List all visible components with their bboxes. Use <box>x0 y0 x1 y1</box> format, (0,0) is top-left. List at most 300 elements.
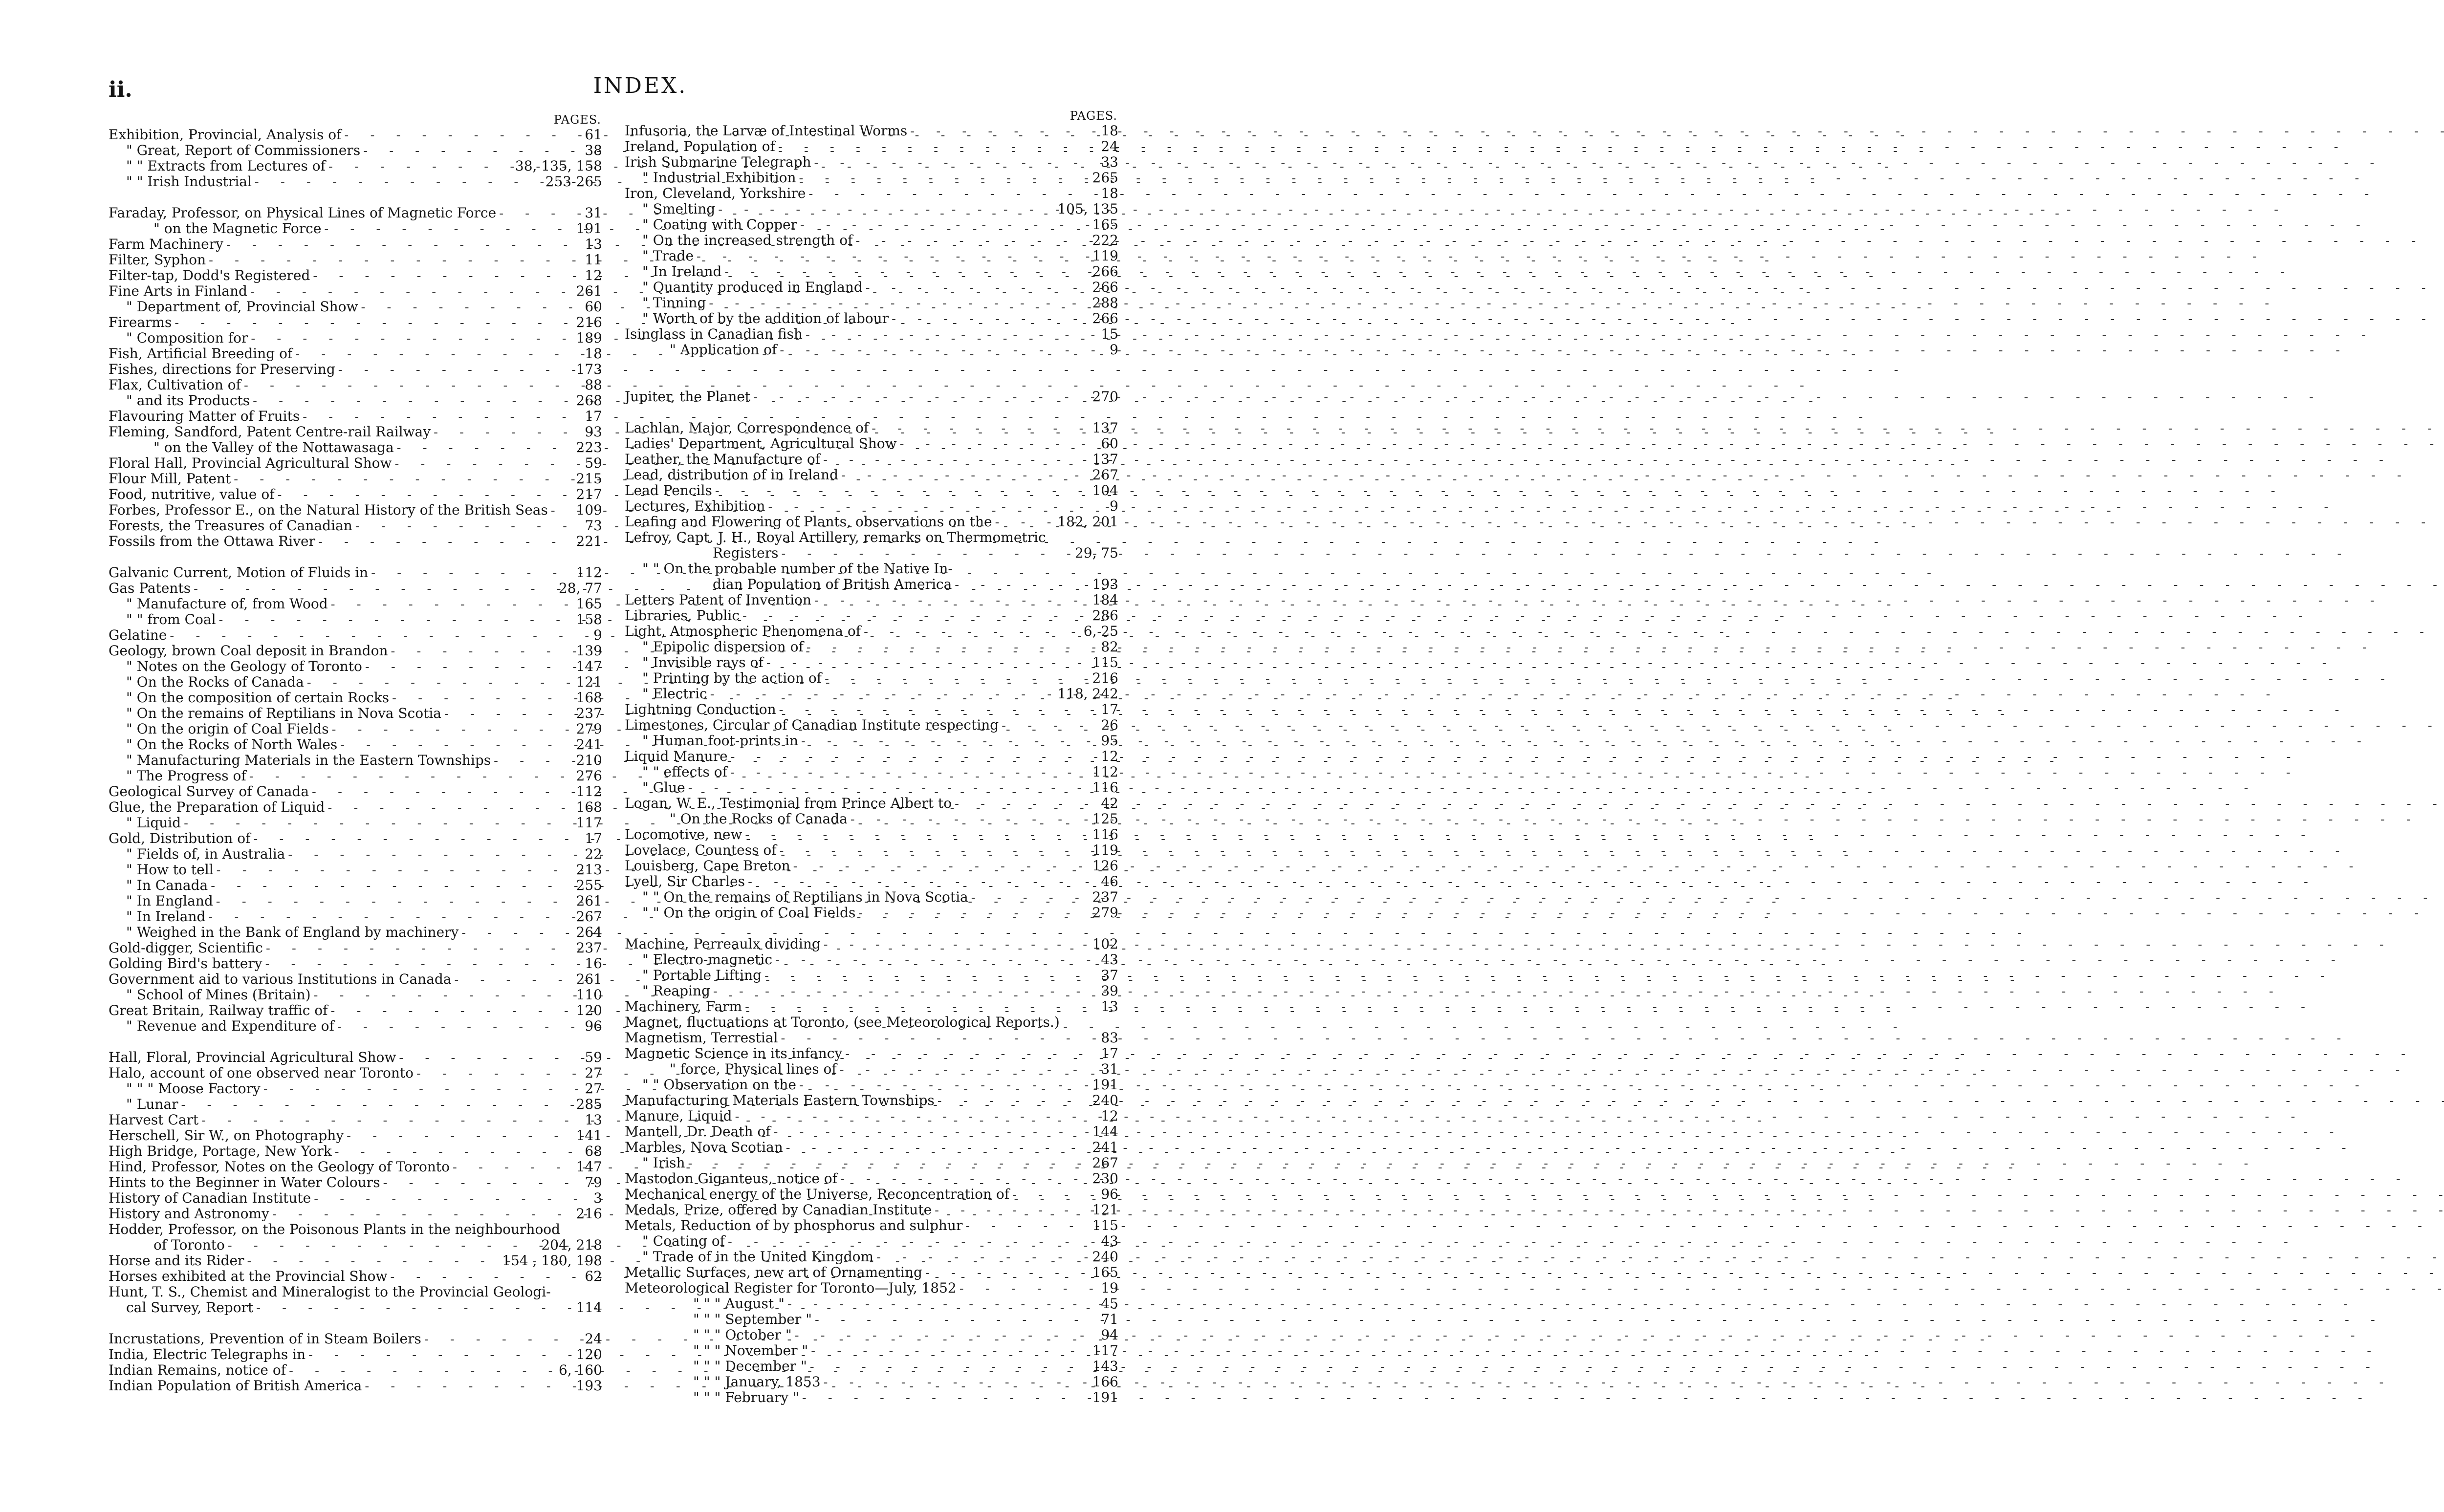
index-entry-term: " Trade <box>642 248 694 264</box>
index-entry-pages: 17 <box>585 408 602 424</box>
index-entry <box>625 280 1118 295</box>
index-entry-pages: 264 <box>576 924 602 940</box>
index-entry-pages: 216 <box>1092 670 1118 686</box>
index-entry-pages: 241 <box>1092 1139 1118 1155</box>
index-entry-term: Filter, Syphon <box>109 252 206 268</box>
index-entry-leader <box>338 362 573 378</box>
index-entry-leader <box>764 968 1098 984</box>
index-entry <box>109 925 602 940</box>
index-entry-term: Gold, Distribution of <box>109 830 251 846</box>
index-entry-leader <box>806 327 1098 343</box>
index-entry-term: " Great, Report of Commissioners <box>126 142 361 158</box>
index-entry-leader <box>955 796 1098 812</box>
index-entry <box>109 1237 602 1253</box>
index-entry <box>109 753 602 768</box>
index-entry-pages: 9 <box>1110 498 1118 514</box>
index-entry <box>109 581 602 596</box>
index-entry-term: Infusoria, the Larvæ of Intestinal Worms <box>625 123 908 139</box>
index-entry-pages: 112 <box>576 783 602 799</box>
index-entry-pages: 38, 135, 158 <box>515 158 602 174</box>
index-entry <box>109 706 602 721</box>
index-entry-term: " In Ireland <box>126 908 206 925</box>
index-column-right <box>625 108 1118 1405</box>
index-entry <box>109 1050 602 1065</box>
index-entry <box>625 1202 1118 1218</box>
index-entry-term: History and Astronomy <box>109 1206 269 1222</box>
index-section-spacer <box>109 1316 602 1331</box>
index-entry-term: Farm Machinery <box>109 236 223 252</box>
index-entry-leader <box>960 1281 1098 1296</box>
index-entry <box>109 1112 602 1128</box>
index-entry-leader <box>825 671 1089 687</box>
index-entry-pages: 120 <box>576 1002 602 1018</box>
index-entry <box>109 377 602 393</box>
index-entry <box>625 983 1118 999</box>
index-entry-pages: 261 <box>576 283 602 299</box>
index-entry-leader <box>383 1175 582 1191</box>
index-entry-term: Machine, Perreaulx dividing <box>625 936 821 952</box>
index-entry-pages: 267 <box>1092 1155 1118 1171</box>
index-entry <box>625 1046 1118 1061</box>
index-entry-leader <box>855 233 1089 249</box>
index-entry-leader <box>864 624 1081 640</box>
index-entry-term: India, Electric Telegraphs in <box>109 1346 306 1362</box>
index-entry-leader <box>307 675 573 691</box>
index-entry <box>625 1171 1118 1187</box>
index-entry-leader <box>965 1218 1089 1234</box>
index-entry-term: Meteorological Register for Toronto—July, 1852 <box>625 1280 957 1296</box>
index-entry <box>109 940 602 956</box>
index-entry-pages: 6, 25 <box>1083 623 1118 639</box>
index-entry <box>109 1347 602 1362</box>
index-entry-pages: 13 <box>585 1112 602 1128</box>
index-entry <box>625 655 1118 670</box>
index-entry-leader <box>194 581 556 597</box>
index-entry <box>109 1003 602 1018</box>
index-entry <box>109 565 602 581</box>
index-entry-leader <box>255 174 543 190</box>
index-entry-pages: 43 <box>1101 951 1118 968</box>
index-entry-leader <box>278 487 573 503</box>
index-entry-pages: 45 <box>1101 1296 1118 1312</box>
index-entry-term: Incrustations, Prevention of in Steam Boilers <box>109 1331 421 1347</box>
index-entry-pages: 154 , 180, 198 <box>502 1253 602 1269</box>
index-entry-pages: 267 <box>1092 467 1118 483</box>
index-entry <box>625 530 1118 545</box>
index-entry-term: " Manufacturing Materials in the Eastern Townships <box>126 752 491 768</box>
index-entry <box>625 154 1118 170</box>
index-entry-pages: 83 <box>1101 1030 1118 1046</box>
index-entry <box>109 909 602 925</box>
index-entry-term: " Notes on the Geology of Toronto <box>126 658 362 674</box>
index-entry-term: " " " September " <box>693 1311 812 1327</box>
index-entry-pages: 31 <box>585 205 602 221</box>
index-entry <box>109 831 602 846</box>
index-entry-leader <box>781 1031 1098 1046</box>
index-entry-term: Hunt, T. S., Chemist and Mineralogist to the Provincial Geologi- <box>109 1284 551 1300</box>
index-entry-leader <box>363 143 582 159</box>
index-entry-list <box>625 123 1118 1405</box>
index-entry <box>109 1128 602 1144</box>
index-entry-pages: 118, 242 <box>1057 686 1118 702</box>
index-entry-term: Mechanical energy of the Universe, Reconcentration of <box>625 1186 1010 1202</box>
index-entry <box>625 1233 1118 1249</box>
index-entry-leader <box>840 1171 1090 1187</box>
index-entry-term: " " Observation on the <box>642 1077 796 1093</box>
index-entry-term: " Composition for <box>126 330 248 346</box>
index-entry-leader <box>175 315 573 331</box>
index-entry-leader <box>392 691 573 706</box>
index-entry <box>625 1140 1118 1155</box>
index-entry-term: " On the remains of Reptilians in Nova Scotia <box>126 705 441 721</box>
index-entry-pages: 276 <box>576 768 602 784</box>
index-entry-pages: 96 <box>1101 1186 1118 1202</box>
index-entry-term: Filter-tap, Dodd's Registered <box>109 267 310 283</box>
index-entry <box>109 534 602 549</box>
index-entry-pages: 182, 201 <box>1057 514 1118 530</box>
index-entry-term: Ireland, Population of <box>625 138 775 154</box>
index-entry-term: " Manufacture of, from Wood <box>126 596 328 612</box>
index-entry-pages: 18 <box>1101 123 1118 139</box>
index-entry-leader <box>390 1269 582 1285</box>
index-entry-pages: 184 <box>1092 592 1118 608</box>
index-entry-pages: 17 <box>585 830 602 846</box>
index-entry-pages: 59 <box>585 1049 602 1065</box>
index-entry-term: Irish Submarine Telegraph <box>625 154 811 170</box>
index-entry-term: Hints to the Beginner in Water Colours <box>109 1174 380 1190</box>
index-entry-leader <box>778 139 1098 155</box>
index-entry-term: " In Ireland <box>642 263 722 280</box>
index-entry-term: Louisberg, Cape Breton <box>625 858 790 874</box>
index-entry <box>109 471 602 487</box>
index-entry-leader <box>327 800 573 816</box>
index-entry-leader <box>444 706 573 722</box>
index-entry <box>625 545 1118 561</box>
index-entry-term: " Department of, Provincial Show <box>126 299 358 315</box>
index-entry-pages: 12 <box>585 267 602 283</box>
index-entry-term: cal Survey, Report <box>126 1299 254 1316</box>
index-entry-leader <box>219 612 573 628</box>
index-entry-term: Food, nutritive, value of <box>109 486 275 502</box>
index-entry-term: " " " Moose Factory <box>126 1080 261 1097</box>
index-entry-pages: 168 <box>576 799 602 815</box>
index-entry <box>625 264 1118 280</box>
index-entry <box>625 764 1118 780</box>
index-entry-term: of Toronto <box>153 1237 225 1253</box>
index-entry-term: Lachlan, Major, Correspondence of <box>625 420 869 436</box>
index-entry-pages: 222 <box>1092 232 1118 248</box>
index-section-spacer <box>625 921 1118 936</box>
index-entry-leader <box>753 389 1089 405</box>
index-entry-leader <box>371 565 573 581</box>
index-entry-pages: 112 <box>576 564 602 581</box>
index-entry-term: Manure, Liquid <box>625 1108 732 1124</box>
index-entry-list <box>109 127 602 1394</box>
index-entry-term: Exhibition, Provincial, Analysis of <box>109 127 342 143</box>
index-entry-leader <box>394 456 582 472</box>
index-entry <box>109 1222 602 1237</box>
index-entry <box>109 487 602 502</box>
index-entry-leader <box>742 608 1090 624</box>
index-entry <box>625 1265 1118 1280</box>
index-entry-term: Harvest Cart <box>109 1112 199 1128</box>
index-entry-pages: 213 <box>576 862 602 878</box>
index-entry-pages: 270 <box>1092 389 1118 405</box>
index-entry <box>109 1159 602 1175</box>
index-entry-pages: 147 <box>576 658 602 674</box>
index-entry-pages: 6, 160 <box>558 1362 602 1378</box>
index-entry-term: Metals, Reduction of by phosphorus and sulphur <box>625 1217 963 1233</box>
index-entry <box>625 905 1118 921</box>
index-entry <box>625 217 1118 233</box>
index-entry-term: " " from Coal <box>126 611 216 627</box>
index-entry-pages: 13 <box>1101 998 1118 1015</box>
index-entry-term: Marbles, Nova Scotian <box>625 1139 783 1155</box>
index-entry-pages: 11 <box>585 252 602 268</box>
index-entry <box>109 815 602 831</box>
index-entry-pages: 13 <box>585 236 602 252</box>
index-entry-term: Lyell, Sir Charles <box>625 873 745 889</box>
index-entry-pages: 267 <box>576 908 602 925</box>
index-section-spacer <box>109 549 602 565</box>
index-entry <box>625 1280 1118 1296</box>
index-section-spacer <box>109 190 602 205</box>
index-entry-term: " On the composition of certain Rocks <box>126 690 390 706</box>
index-entry <box>109 455 602 471</box>
index-entry-leader <box>184 816 573 831</box>
index-entry <box>109 972 602 987</box>
index-entry-leader <box>170 628 590 644</box>
index-entry <box>625 1218 1118 1233</box>
index-entry-term: " Coating with Copper <box>642 216 798 233</box>
index-entry <box>109 737 602 753</box>
index-entry-pages: 114 <box>576 1299 602 1316</box>
index-entry-pages: 38 <box>585 142 602 158</box>
index-entry-pages: 29, 75 <box>1074 545 1118 561</box>
index-entry-pages: 139 <box>576 643 602 659</box>
index-entry-leader <box>795 1328 1098 1343</box>
index-entry-pages: 117 <box>576 815 602 831</box>
index-entry-pages: 43 <box>1101 1233 1118 1249</box>
index-entry-pages: 27 <box>585 1065 602 1081</box>
index-entry <box>109 1081 602 1097</box>
index-entry-term: " " On the origin of Coal Fields <box>642 905 856 921</box>
index-entry-leader <box>955 577 1089 593</box>
index-entry-leader <box>361 300 582 315</box>
index-entry-pages: 237 <box>576 940 602 956</box>
index-entry-term: " " " November " <box>693 1342 808 1359</box>
index-entry <box>109 1097 602 1112</box>
index-entry-leader <box>216 894 573 909</box>
index-entry <box>109 346 602 362</box>
index-column-left <box>109 112 602 1394</box>
index-entry-pages: 12 <box>1101 1108 1118 1124</box>
index-entry-pages: 93 <box>585 424 602 440</box>
index-entry-pages: 46 <box>1101 873 1118 889</box>
page-number: ii. <box>109 77 132 102</box>
index-entry-term: " On the increased strength of <box>642 232 853 248</box>
index-entry-leader <box>365 1379 573 1394</box>
index-entry-term: Forbes, Professor E., on the Natural History of the British Seas <box>109 502 548 518</box>
index-entry-term: Flour Mill, Patent <box>109 471 231 487</box>
index-entry-pages: 279 <box>576 721 602 737</box>
index-entry-leader <box>355 518 582 534</box>
index-entry-leader <box>244 378 582 393</box>
index-entry <box>109 1269 602 1284</box>
index-entry-leader <box>971 890 1090 906</box>
index-entry-leader <box>780 843 1090 859</box>
index-entry-leader <box>314 988 573 1003</box>
index-entry-term: " " " January, 1853 <box>693 1374 821 1390</box>
index-entry-pages: 121 <box>576 674 602 690</box>
index-entry-term: " In Canada <box>126 877 208 893</box>
index-entry <box>625 811 1118 827</box>
index-entry-pages: 166 <box>1092 1374 1118 1390</box>
index-entry-pages: 82 <box>1101 639 1118 655</box>
index-entry-term: Registers <box>713 545 779 561</box>
index-entry-pages: 168 <box>576 690 602 706</box>
index-entry-leader <box>253 393 573 409</box>
index-entry-term: Indian Population of British America <box>109 1378 362 1394</box>
index-entry-term: Letters Patent of Invention <box>625 592 811 608</box>
index-entry-term: Firearms <box>109 314 172 330</box>
index-entry-pages: 215 <box>576 471 602 487</box>
index-entry <box>109 1331 602 1347</box>
index-entry-pages: 60 <box>1101 435 1118 452</box>
index-entry-leader <box>397 440 573 456</box>
index-entry-term: Logan, W. E., Testimonial from Prince Albert to <box>625 795 952 811</box>
index-entry-pages: 265 <box>1092 170 1118 186</box>
index-entry-pages: 255 <box>576 877 602 893</box>
index-entry-leader <box>745 827 1089 843</box>
index-entry-pages: 109 <box>576 502 602 518</box>
index-entry-term: Hind, Professor, Notes on the Geology of Toronto <box>109 1159 450 1175</box>
index-entry-term: Hall, Floral, Provincial Agricultural Show <box>109 1049 396 1065</box>
index-entry-pages: 191 <box>1092 1389 1118 1405</box>
index-entry-term: Flavouring Matter of Fruits <box>109 408 300 424</box>
index-entry-leader <box>314 1191 590 1207</box>
index-entry-leader <box>718 202 1054 217</box>
index-entry-leader <box>715 483 1090 499</box>
index-entry-term: Horse and its Rider <box>109 1253 244 1269</box>
index-entry-term: Mantell, Dr. Death of <box>625 1123 771 1140</box>
index-entry <box>109 893 602 909</box>
index-entry-leader <box>851 812 1090 827</box>
index-entry <box>109 1175 602 1190</box>
index-entry <box>625 233 1118 248</box>
index-entry-leader <box>710 687 1055 702</box>
index-entry-term: " Fields of, in Australia <box>126 846 285 862</box>
index-entry-term: " Application of <box>670 342 777 358</box>
index-entry-pages: 105, 135 <box>1057 201 1118 217</box>
index-entry-pages: 115 <box>1092 654 1118 670</box>
index-entry-term: " on the Magnetic Force <box>153 220 322 237</box>
index-entry-term: Geology, brown Coal deposit in Brandon <box>109 643 388 659</box>
index-entry <box>625 639 1118 655</box>
index-entry-term: Isinglass in Canadian fish <box>625 326 803 342</box>
index-entry-pages: 61 <box>585 127 602 143</box>
index-entry <box>625 1390 1118 1405</box>
index-entry-term: " " " December " <box>693 1358 807 1374</box>
index-entry-term: " Revenue and Expenditure of <box>126 1018 334 1034</box>
index-entry-term: Iron, Cleveland, Yorkshire <box>625 185 806 201</box>
index-entry-leader <box>728 1234 1098 1250</box>
index-entry-term: " The Progress of <box>126 768 246 784</box>
index-entry-term: Manufacturing Materials Eastern Townships <box>625 1092 935 1108</box>
index-entry-leader <box>208 909 573 925</box>
index-entry-leader <box>713 984 1098 999</box>
index-entry <box>625 389 1118 405</box>
index-entry <box>625 577 1118 592</box>
index-section-spacer <box>625 358 1118 373</box>
index-entry <box>625 968 1118 983</box>
index-entry-pages: 60 <box>585 299 602 315</box>
index-entry-pages: 223 <box>576 439 602 455</box>
index-entry-pages: 137 <box>1092 451 1118 467</box>
index-entry-leader <box>217 863 573 878</box>
index-entry-pages: 59 <box>585 455 602 471</box>
index-entry-leader <box>365 659 573 675</box>
index-entry-term: High Bridge, Portage, New York <box>109 1143 332 1159</box>
index-entry-term: " On the Rocks of North Wales <box>126 736 338 753</box>
index-entry-term: Great Britain, Railway traffic of <box>109 1002 328 1018</box>
index-entry-term: Lead, distribution of in Ireland <box>625 467 839 483</box>
index-entry-pages: 19 <box>1101 1280 1118 1296</box>
index-entry <box>625 1327 1118 1343</box>
index-entry-term: " School of Mines (Britain) <box>126 987 311 1003</box>
index-entry-term: Galvanic Current, Motion of Fluids in <box>109 564 369 581</box>
index-entry <box>109 1144 602 1159</box>
index-entry-leader <box>808 186 1098 202</box>
index-entry-leader <box>324 221 573 237</box>
index-entry-term: " " On the probable number of the Native In- <box>642 561 953 577</box>
index-entry-term: " " effects of <box>642 764 728 780</box>
index-entry <box>109 518 602 534</box>
index-entry <box>625 248 1118 264</box>
index-entry-term: " Lunar <box>126 1096 178 1112</box>
index-entry-term: Leafing and Flowering of Plants, observations on the <box>625 514 992 530</box>
index-entry-leader <box>263 1081 582 1097</box>
index-entry-pages: 79 <box>585 1174 602 1190</box>
index-entry-pages: 189 <box>576 330 602 346</box>
index-entry <box>625 1249 1118 1265</box>
index-entry-term: Medals, Prize, offered by Canadian Institute <box>625 1202 932 1218</box>
index-entry-pages: 143 <box>1092 1358 1118 1374</box>
index-entry-leader <box>768 499 1107 515</box>
index-entry-leader <box>724 264 1089 280</box>
index-entry <box>109 721 602 737</box>
index-entry <box>625 1343 1118 1359</box>
index-entry-pages: 119 <box>1092 248 1118 264</box>
index-entry <box>109 878 602 893</box>
page-title: INDEX. <box>593 73 688 98</box>
index-entry-pages: 9 <box>1110 342 1118 358</box>
index-entry-leader <box>709 296 1089 311</box>
index-entry-leader <box>787 1296 1098 1312</box>
index-entry-pages: 17 <box>1101 1045 1118 1061</box>
index-entry-leader <box>331 597 573 612</box>
index-entry-term: Forests, the Treasures of Canadian <box>109 518 352 534</box>
index-entry-term: Locomotive, new <box>625 826 742 842</box>
index-entry <box>625 1187 1118 1202</box>
index-entry-pages: 193 <box>576 1378 602 1394</box>
index-entry <box>625 749 1118 764</box>
index-entry-term: " Irish <box>642 1155 685 1171</box>
index-entry-term: Lightning Conduction <box>625 701 776 717</box>
index-entry <box>625 670 1118 686</box>
index-entry-term: Fine Arts in Finland <box>109 283 247 299</box>
index-entry <box>109 127 602 143</box>
